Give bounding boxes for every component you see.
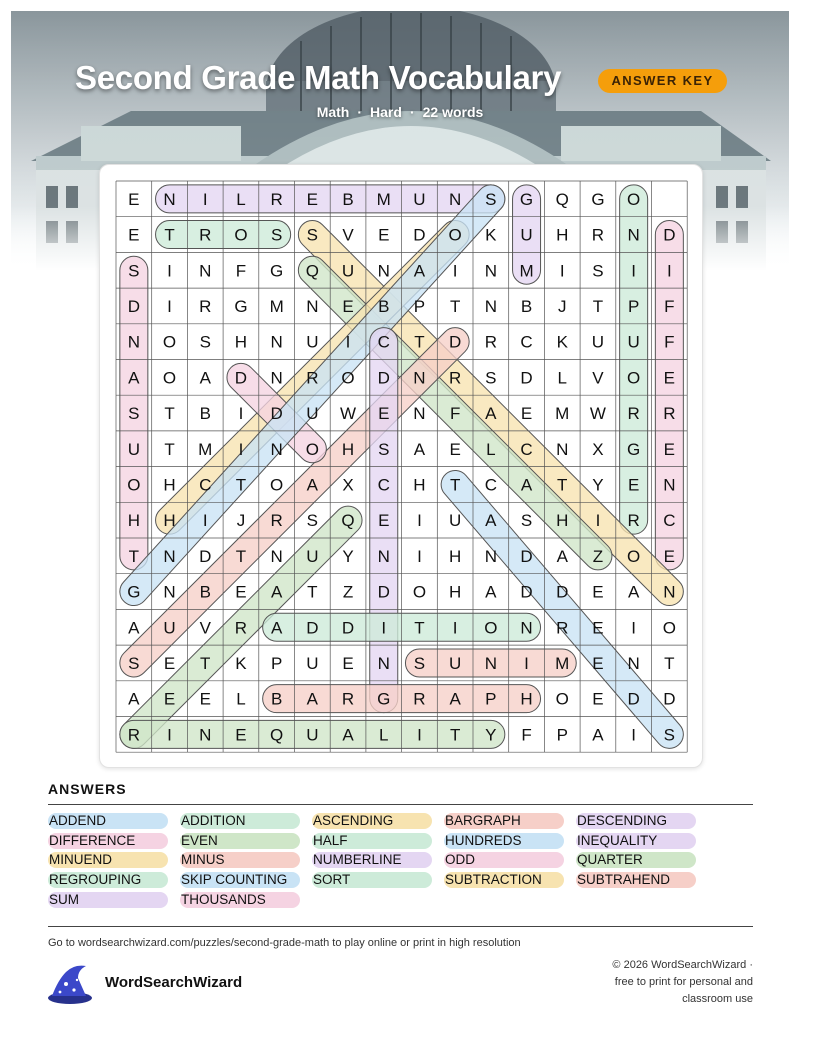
grid-letter: N [663, 582, 676, 602]
grid-letter: I [167, 725, 172, 745]
grid-letter: F [235, 261, 247, 281]
grid-letter: D [127, 296, 140, 316]
grid-letter: U [520, 225, 533, 245]
grid-letter: G [270, 261, 284, 281]
copyright-line: classroom use [682, 993, 753, 1005]
meta-subject: Math [316, 104, 350, 120]
grid-letter: G [377, 689, 391, 709]
grid-letter: I [631, 725, 637, 745]
answer-item: ADDEND [48, 813, 168, 829]
grid-letter: I [202, 511, 208, 531]
grid-letter: E [592, 618, 604, 638]
grid-letter: V [342, 225, 354, 245]
grid-letter: N [520, 618, 533, 638]
grid-letter: N [663, 475, 676, 495]
grid-letter: N [270, 332, 283, 352]
grid-letter: R [413, 689, 426, 709]
grid-letter: Q [270, 725, 284, 745]
grid-letter: M [555, 404, 570, 424]
grid-letter: T [449, 725, 461, 745]
grid-letter: D [377, 582, 390, 602]
grid-letter: B [342, 189, 354, 209]
answer-item: SUM [48, 892, 168, 908]
grid-letter: U [306, 546, 319, 566]
grid-letter: T [235, 475, 247, 495]
grid-letter: R [306, 368, 319, 388]
footer-url-text: Go to wordsearchwizard.com/puzzles/second-grade-math to play online or print in high resolution [48, 937, 521, 949]
grid-letter: S [306, 511, 319, 531]
grid-letter: U [591, 332, 605, 352]
answers-divider [48, 804, 753, 805]
grid-letter: C [520, 439, 533, 459]
grid-letter: W [340, 404, 357, 424]
grid-letter: L [236, 189, 246, 209]
grid-letter: S [128, 653, 140, 673]
grid-letter: N [377, 546, 390, 566]
grid-letter: V [199, 618, 211, 638]
grid-letter: N [377, 261, 390, 281]
grid-letter: T [449, 475, 461, 495]
grid-letter: S [378, 439, 390, 459]
wizard-hat-icon [46, 962, 94, 1006]
grid-letter: U [306, 332, 319, 352]
grid-letter: M [269, 296, 284, 316]
grid-letter: U [413, 189, 426, 209]
grid-letter: S [128, 261, 140, 281]
grid-letter: N [627, 653, 640, 673]
answer-item: ODD [444, 852, 564, 868]
answer-item: MINUS [180, 852, 300, 868]
grid-letter: A [485, 511, 497, 531]
grid-letter: O [127, 475, 141, 495]
grid-letter: F [449, 404, 461, 424]
grid-letter: R [627, 511, 640, 531]
grid-letter: N [484, 653, 497, 673]
grid-letter: K [485, 225, 497, 245]
grid-letter: I [345, 332, 351, 352]
grid-letter: A [128, 368, 140, 388]
grid-letter: S [270, 225, 283, 245]
grid-letter: T [414, 618, 425, 638]
grid-letter: M [555, 653, 570, 673]
grid-letter: I [417, 725, 422, 745]
grid-letter: T [449, 296, 461, 316]
grid-letter: S [485, 368, 497, 388]
grid-letter: U [449, 511, 462, 531]
grid-letter: V [592, 368, 604, 388]
grid-letter: A [485, 582, 497, 602]
grid-letter: D [413, 225, 426, 245]
grid-letter: U [306, 725, 319, 745]
grid-letter: D [520, 368, 533, 388]
grid-letter: K [556, 332, 568, 352]
grid-letter: A [449, 689, 461, 709]
grid-letter: T [164, 404, 175, 424]
grid-letter: K [235, 653, 247, 673]
grid-letter: F [521, 725, 532, 745]
grid-letter: A [270, 582, 283, 602]
grid-letter: D [306, 618, 319, 638]
grid-letter: N [163, 582, 176, 602]
grid-letter: S [485, 189, 497, 209]
grid-letter: T [128, 546, 140, 566]
grid-letter: D [377, 368, 390, 388]
grid-letter: H [127, 511, 140, 531]
grid-letter: Y [485, 725, 497, 745]
grid-letter: U [449, 653, 462, 673]
answer-item: DESCENDING [576, 813, 696, 829]
grid-letter: O [627, 368, 641, 388]
answer-item: SKIP COUNTING [180, 872, 300, 888]
grid-letter: B [199, 582, 211, 602]
grid-letter: A [413, 261, 426, 281]
grid-letter: D [270, 404, 283, 424]
grid-letter: N [627, 225, 640, 245]
grid-letter: N [306, 296, 319, 316]
grid-letter: I [381, 618, 387, 638]
grid-letter: G [234, 296, 248, 316]
grid-letter: O [270, 475, 284, 495]
grid-letter: P [627, 296, 640, 316]
grid-letter: I [417, 546, 422, 566]
grid-letter: G [519, 189, 534, 209]
meta-word-count: 22 words [422, 104, 484, 120]
grid-letter: T [164, 439, 175, 459]
answer-item: DIFFERENCE [48, 833, 168, 849]
answer-item: SUBTRAHEND [576, 872, 696, 888]
grid-letter: U [127, 439, 140, 459]
grid-letter: N [556, 439, 569, 459]
grid-letter: I [666, 261, 672, 281]
grid-letter: O [662, 618, 676, 638]
grid-letter: U [163, 618, 176, 638]
grid-letter: T [414, 332, 425, 352]
meta-difficulty: Hard [370, 104, 402, 120]
grid-letter: E [235, 582, 247, 602]
grid-letter: C [520, 332, 533, 352]
grid-letter: C [377, 475, 390, 495]
grid-letter: H [520, 689, 533, 709]
grid-letter: R [484, 332, 497, 352]
grid-letter: I [202, 189, 208, 209]
grid-letter: S [413, 653, 426, 673]
grid-letter: N [484, 261, 497, 281]
grid-letter: H [163, 511, 176, 531]
footer-divider [48, 926, 753, 927]
grid-letter: J [236, 511, 246, 531]
grid-letter: A [342, 725, 354, 745]
grid-letter: T [592, 296, 604, 316]
grid-letter: E [163, 653, 176, 673]
grid-letter: R [591, 225, 605, 245]
grid-letter: B [270, 689, 283, 709]
grid-letter: N [484, 296, 497, 316]
grid-letter: H [413, 475, 426, 495]
grid-letter: E [592, 582, 604, 602]
copyright-line: free to print for personal and [614, 976, 753, 988]
grid-letter: H [449, 582, 462, 602]
grid-letter: N [199, 261, 212, 281]
grid-letter: E [342, 296, 354, 316]
grid-letter: T [164, 225, 175, 245]
grid-letter: E [663, 439, 676, 459]
grid-letter: Z [342, 582, 354, 602]
answer-item: HUNDREDS [444, 833, 564, 849]
grid-letter: I [559, 261, 565, 281]
grid-letter: S [592, 261, 604, 281]
grid-letter: M [376, 189, 391, 209]
answer-key-badge: ANSWER KEY [598, 69, 727, 93]
answer-item: QUARTER [576, 852, 696, 868]
grid-letter: R [270, 189, 283, 209]
grid-letter: P [413, 296, 426, 316]
grid-letter: L [557, 368, 567, 388]
grid-letter: Q [555, 189, 569, 209]
grid-letter: E [592, 653, 604, 673]
grid-letter: D [234, 368, 248, 388]
grid-letter: A [520, 475, 533, 495]
grid-letter: R [199, 296, 212, 316]
copyright [563, 957, 753, 1008]
grid-letter: D [627, 689, 640, 709]
grid-letter: O [484, 618, 498, 638]
grid-letter: R [449, 368, 462, 388]
grid-letter: Q [305, 261, 319, 281]
grid-letter: N [127, 332, 140, 352]
grid-letter: H [234, 332, 248, 352]
answer-item: ASCENDING [312, 813, 432, 829]
grid-letter: I [167, 296, 172, 316]
grid-letter: X [342, 475, 354, 495]
grid-letter: C [663, 511, 676, 531]
grid-letter: I [631, 618, 637, 638]
grid-letter: D [199, 546, 212, 566]
grid-letter: H [163, 475, 176, 495]
answer-item: INEQUALITY [576, 833, 696, 849]
grid-letter: F [664, 296, 675, 316]
grid-letter: H [341, 439, 355, 459]
grid-letter: T [307, 582, 318, 602]
grid-letter: I [452, 618, 458, 638]
grid-letter: S [306, 225, 319, 245]
grid-letter: A [556, 546, 568, 566]
grid-letter: M [198, 439, 213, 459]
grid-letter: H [556, 511, 569, 531]
answer-item: ADDITION [180, 813, 300, 829]
grid-letter: E [378, 511, 390, 531]
grid-letter: O [627, 189, 641, 209]
grid-letter: E [235, 725, 247, 745]
grid-letter: P [485, 689, 497, 709]
answer-item: NUMBERLINE [312, 852, 432, 868]
grid-letter: O [305, 439, 319, 459]
grid-letter: N [377, 653, 390, 673]
grid-letter: E [128, 225, 140, 245]
grid-letter: U [627, 332, 640, 352]
grid-letter: A [485, 404, 497, 424]
grid-letter: L [486, 439, 496, 459]
grid-letter: D [663, 225, 676, 245]
grid-letter: T [557, 475, 568, 495]
grid-letter: D [556, 582, 569, 602]
answer-item: MINUEND [48, 852, 168, 868]
grid-letter: I [167, 261, 172, 281]
grid-letter: R [627, 404, 640, 424]
brand-name: WordSearchWizard [105, 974, 243, 991]
grid-letter: Y [592, 475, 604, 495]
grid-letter: N [163, 546, 176, 566]
grid-letter: N [270, 546, 283, 566]
grid-letter: O [341, 368, 355, 388]
puzzle-meta: Math · Hard · 22 words [316, 104, 484, 120]
grid-letter: E [128, 189, 140, 209]
grid-letter: E [306, 189, 319, 209]
grid-letter: A [128, 618, 140, 638]
grid-letter: E [199, 689, 211, 709]
answer-item: EVEN [180, 833, 300, 849]
grid-letter: T [664, 653, 675, 673]
grid-letter: R [199, 225, 212, 245]
grid-letter: B [199, 404, 211, 424]
grid-letter: D [341, 618, 355, 638]
answer-item: SUBTRACTION [444, 872, 564, 888]
grid-letter: D [520, 582, 533, 602]
grid-letter: I [238, 439, 244, 459]
grid-letter: F [664, 332, 675, 352]
answers-heading: ANSWERS [48, 781, 127, 797]
grid-letter: A [592, 725, 604, 745]
grid-letter: E [663, 546, 676, 566]
grid-letter: I [417, 511, 422, 531]
grid-letter: C [377, 332, 390, 352]
grid-letter: C [484, 475, 497, 495]
grid-letter: E [449, 439, 461, 459]
grid-letter: B [520, 296, 533, 316]
grid-letter: O [555, 689, 569, 709]
answer-item: BARGRAPH [444, 813, 564, 829]
grid-letter: O [162, 368, 177, 388]
grid-letter: E [342, 653, 354, 673]
grid-letter: L [379, 725, 389, 745]
grid-letter: G [627, 439, 641, 459]
grid-letter: S [199, 332, 211, 352]
grid-letter: U [306, 404, 319, 424]
grid-letter: S [128, 404, 140, 424]
grid-letter: Z [592, 546, 604, 566]
grid-letter: E [163, 689, 176, 709]
grid-letter: E [592, 689, 604, 709]
grid-letter: T [200, 653, 211, 673]
grid-letter: A [306, 689, 319, 709]
page-title: Second Grade Math Vocabulary [75, 59, 562, 96]
grid-letter: P [556, 725, 568, 745]
grid-letter: N [413, 404, 426, 424]
grid-letter: G [127, 582, 141, 602]
grid-letter: U [306, 653, 319, 673]
grid-letter: H [449, 546, 462, 566]
grid-letter: U [341, 261, 355, 281]
grid-letter: E [378, 225, 390, 245]
grid-letter: I [631, 261, 637, 281]
grid-letter: S [663, 725, 676, 745]
grid-letter: H [556, 225, 569, 245]
grid-letter: C [199, 475, 212, 495]
grid-letter: A [413, 439, 426, 459]
grid-letter: R [556, 618, 569, 638]
grid-letter: D [449, 332, 462, 352]
grid-letter: Q [341, 511, 355, 531]
grid-letter: O [627, 546, 641, 566]
grid-letter: I [524, 653, 529, 673]
grid-letter: I [595, 511, 601, 531]
grid-letter: I [238, 404, 244, 424]
grid-letter: N [199, 725, 212, 745]
grid-letter: B [378, 296, 390, 316]
grid-letter: T [235, 546, 247, 566]
grid-letter: R [663, 404, 676, 424]
answer-item: SORT [312, 872, 432, 888]
grid-letter: A [627, 582, 640, 602]
grid-letter: A [199, 368, 211, 388]
grid-letter: M [519, 261, 534, 281]
puzzle-grid-card [99, 164, 703, 768]
grid-letter: E [627, 475, 640, 495]
grid-letter: E [663, 368, 676, 388]
grid-letter: R [270, 511, 283, 531]
copyright-line: © 2026 WordSearchWizard · [612, 959, 753, 971]
grid-letter: J [558, 296, 567, 316]
grid-letter: R [127, 725, 140, 745]
grid-letter: G [591, 189, 605, 209]
grid-letter: D [520, 546, 533, 566]
grid-letter: L [236, 689, 246, 709]
grid-letter: N [413, 368, 426, 388]
grid-letter: X [592, 439, 604, 459]
puzzle-grid [100, 165, 704, 769]
grid-letter: A [270, 618, 283, 638]
grid-letter: A [128, 689, 140, 709]
grid-letter: A [306, 475, 319, 495]
grid-letter: O [412, 582, 427, 602]
grid-letter: W [589, 404, 606, 424]
grid-letter: N [484, 546, 497, 566]
answer-item: THOUSANDS [180, 892, 300, 908]
grid-letter: R [341, 689, 355, 709]
grid-letter: E [378, 404, 390, 424]
answer-item: HALF [312, 833, 432, 849]
grid-letter: S [520, 511, 533, 531]
grid-letter: O [448, 225, 462, 245]
grid-letter: E [520, 404, 533, 424]
grid-letter: D [663, 689, 676, 709]
grid-letter: N [449, 189, 462, 209]
grid-letter: N [270, 439, 283, 459]
grid-letter: O [162, 332, 177, 352]
grid-letter: P [270, 653, 283, 673]
grid-letter: O [234, 225, 248, 245]
answer-item: REGROUPING [48, 872, 168, 888]
grid-letter: I [452, 261, 458, 281]
grid-letter: Y [342, 546, 354, 566]
grid-letter: N [270, 368, 283, 388]
grid-letter: N [163, 189, 176, 209]
grid-letter: R [234, 618, 248, 638]
